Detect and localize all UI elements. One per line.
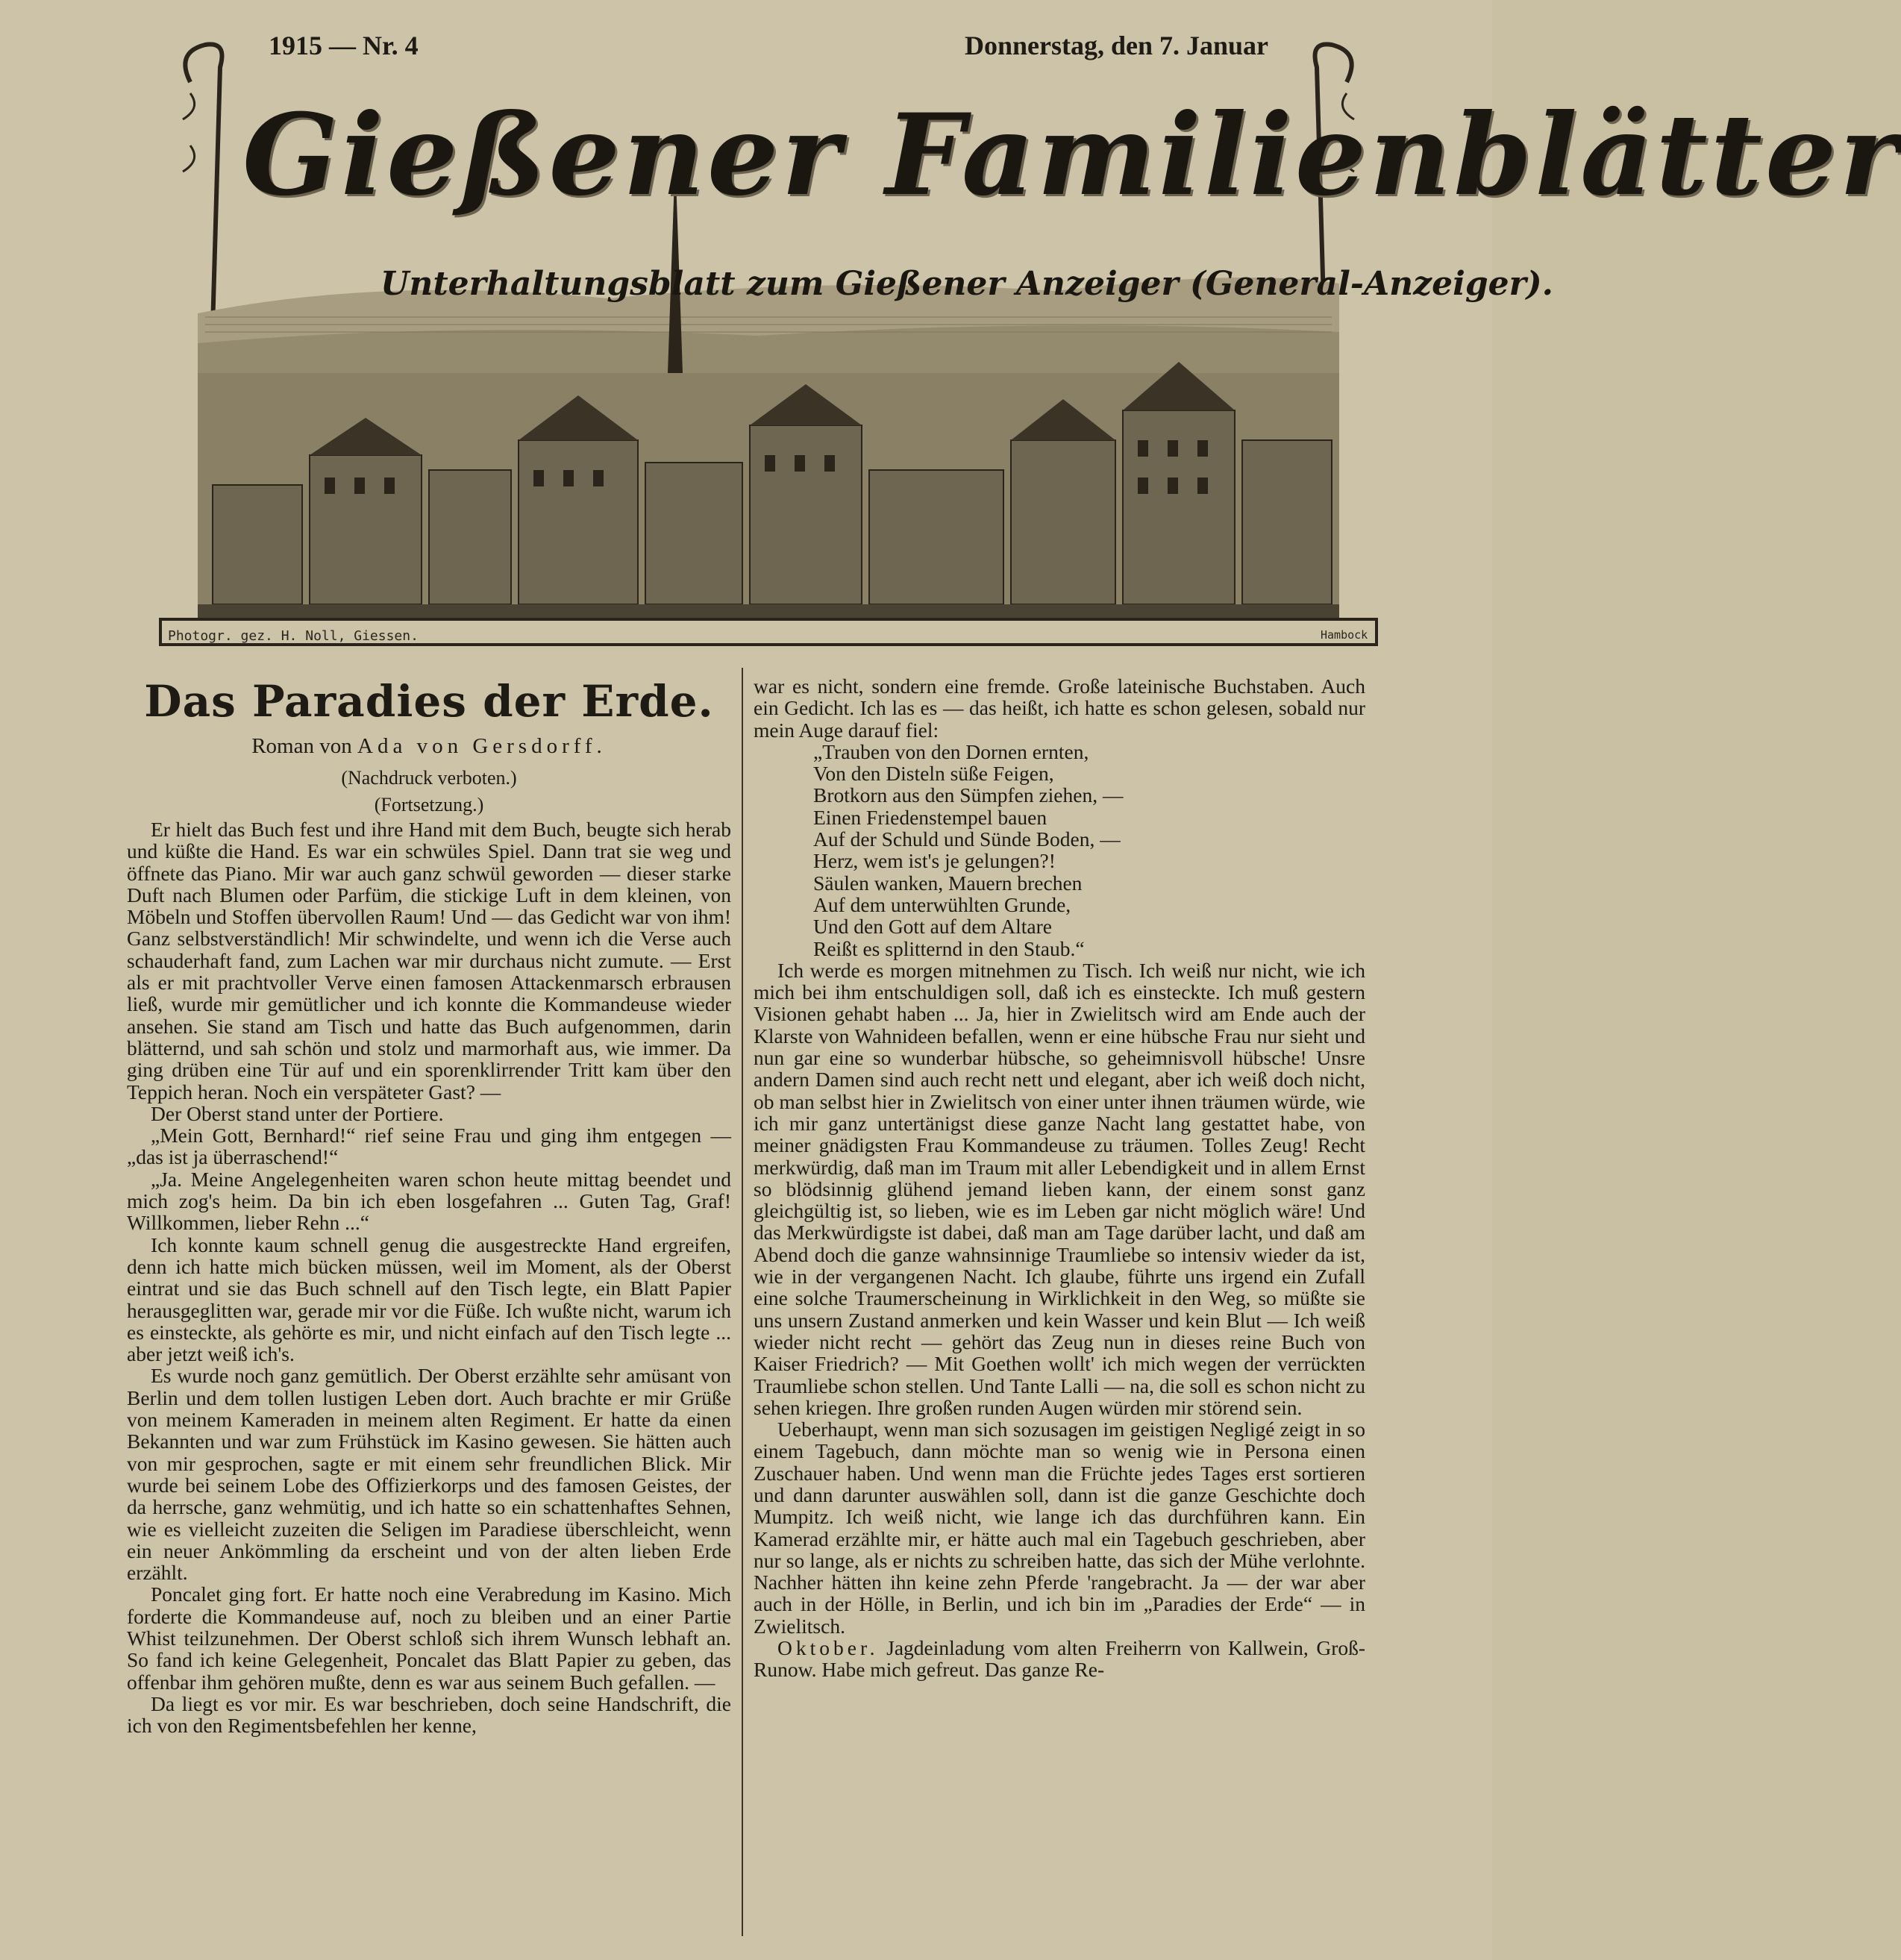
paragraph [754, 1637, 1365, 1681]
reprint-note: (Nachdruck verboten.) [341, 767, 517, 789]
diary-entry-text: Jagdeinladung vom alten Freiherrn von Kallwein, Groß-Runow. Habe mich gefreut. Das ganze Re- [754, 1636, 1366, 1682]
article-byline [127, 733, 731, 759]
paragraph: Poncalet ging fort. Er hatte noch eine Verabredung im Kasino. Mich forderte die Kommandeuse auf, noch zu bleiben und an einer Partie Whist teilzunehmen. Der Oberst schloß sich ihrem Wunsch lebhaft an. So fand ich keine Gelegenheit, Poncalet das Blatt Papier zu geben, das offenbar ihm gehören mußte, denn es war aus seinem Buch gefallen. — [127, 1582, 731, 1694]
paragraph: Ich werde es morgen mitnehmen zu Tisch. Ich weiß nur nicht, wie ich mich bei ihm entschuldigen soll, daß ich es einsteckte. Ich muß gestern Visionen gehabt haben ... Ja, hier in Zwielitsch wird am Ende auch der Klarste von Wahnideen befallen, wenn er eine hübsche Frau nur sieht und nun gar eine so wunderbar hübsche, so geheimnisvoll hübsche! Unsre andern Damen sind auch recht nett und elegant, aber ich weiß doch nicht, ob man selbst hier in Zwielitsch von einer unter ihnen träumen würde, wie ich mir ganz untertänigst diese ganze Nacht lang gestattet habe, von meiner gnädigsten Frau Kommandeuse zu träumen. Tolles Zeug! Recht merkwürdig, daß man im Traum mit aller Lebendigkeit und in allem Ernst so blödsinnig glühend jemand lieben kann, der einem sonst ganz gleichgültig ist, so lieben, wie es im Leben gar nicht möglich wäre! Und das Merkwürdigste ist dabei, daß man am Tage darüber lacht, und daß am Abend doch die ganze wahnsinnige Traumliebe so intensiv wieder da ist, wie in der vergangenen Nacht. Ich glaube, führte uns irgend ein Zufall eine solche Traumerscheinung in Wirklichkeit in den Weg, so müßte sie uns unsern Zustand anmerken und kein Wasser und kein Blut — Ich weiß wieder nicht recht — gehört das Zeug nun in dieses reine Buch von Kaiser Friedrich? — Mit Goethen wollt' ich mich wegen der verrückten Traumliebe schon stellen. Und Tante Lalli — na, die soll es schon nicht zu sehen kriegen. Ihre großen runden Augen würden mir störend sein. [754, 958, 1365, 1419]
poem-line: Einen Friedenstempel bauen [813, 805, 1047, 829]
masthead-subtitle: Unterhaltungsblatt zum Gießener Anzeiger (General-Anzeiger). [380, 265, 1553, 303]
right-column [754, 675, 1365, 1681]
poem-line: Säulen wanken, Mauern brechen [813, 871, 1083, 895]
poem-line: Reißt es splitternd in den Staub.“ [813, 936, 1085, 960]
article-title: Das Paradies der Erde. [144, 676, 714, 727]
author-name: Ada von Gersdorff. [357, 734, 607, 758]
masthead-title: Gießener Familienblätter [242, 90, 1901, 221]
poem-line: Von den Disteln süße Feigen, [813, 762, 1054, 786]
paragraph: Der Oberst stand unter der Portiere. [151, 1101, 444, 1125]
poem [813, 741, 1365, 959]
issue-date: Donnerstag, den 7. Januar [964, 31, 1268, 60]
poem-line: „Trauben von den Dornen ernten, [813, 739, 1089, 763]
poem-line: Und den Gott auf dem Altare [813, 915, 1052, 939]
byline-prefix: Roman von [251, 734, 352, 758]
paragraph: Er hielt das Buch fest und ihre Hand mit dem Buch, beugte sich herab und küßte die Hand. Es war ein schwüles Spiel. Dann trat sie weg und öffnete das Piano. Mir war auch ganz schwül geworden — dieser starke Duft nach Blumen oder Parfüm, die stickige Luft in dem kleinen, von Möbeln und Stoffen übervollen Raum! Und — das Gedicht war von ihm! Ganz selbstverständlich! Mir schwindelte, und wenn ich die Verse auch schauderhaft fand, zum Lachen war mir durchaus nicht zumute. — Erst als er mit prachtvoller Verve einen famosen Attackenmarsch erbrausen ließ, wurde mir gemütlicher und ich konnte die Kommandeuse wieder ansehen. Sie stand am Tisch und hatte das Buch aufgenommen, darin blätternd, und sah schön und stolz und marmorhaft aus, wie immer. Da ging drüben eine Tür auf und ein sporenklirrender Tritt kam über den Teppich heran. Noch ein verspäteter Gast? — [127, 818, 731, 1103]
poem-line: Auf der Schuld und Sünde Boden, — [813, 827, 1121, 851]
photo-credit: Photogr. gez. H. Noll, Giessen. [168, 628, 419, 644]
masthead [160, 22, 1901, 649]
paragraph: „Ja. Meine Angelegenheiten waren schon heute mittag beendet und mich zog's heim. Da bin ich eben losgefahren ... Guten Tag, Graf! Willkommen, lieber Rehn ...“ [127, 1167, 731, 1235]
paragraph: Da liegt es vor mir. Es war beschrieben, doch seine Handschrift, die ich von den Regimentsbefehlen her kenne, [127, 1691, 731, 1738]
paragraph: Ueberhaupt, wenn man sich sozusagen im geistigen Negligé zeigt in so einem Tagebuch, dann möchte man so wenig wie in Persona einen Zuschauer haben. Und wenn man die Früchte jedes Tages erst sortieren und dann darunter auswählen soll, dann ist die ganze Geschichte doch Mumpitz. Ich weiß nicht, wie lange ich das durchführen kann. Ein Kamerad erzählte mir, er hätte auch mal ein Tagebuch geschrieben, aber nur so lange, als er nichts zu schreiben hatte, das sich der Mühe verlohnte. Nachher hätten ihn keine zehn Pferde 'rangebracht. Ja — der war aber auch in der Hölle, in Berlin, und ich bin im „Paradies der Erde“ — in Zwielitsch. [754, 1418, 1365, 1638]
poem-line: Herz, wem ist's je gelungen?! [813, 849, 1056, 873]
poem-line: Brotkorn aus den Sümpfen ziehen, — [813, 783, 1124, 807]
artist-credit: Hambock [1321, 628, 1368, 642]
continuation-note: (Fortsetzung.) [374, 794, 484, 815]
column-divider [742, 668, 743, 1936]
issue-number: 1915 — Nr. 4 [269, 31, 419, 60]
paragraph: Ich konnte kaum schnell genug die ausgestreckte Hand ergreifen, denn ich hatte mich bücken müssen, weil im Moment, als der Oberst eintrat und sie das Buch schnell auf den Tisch legte, ein Blatt Papier herausgeglitten war, gerade mir vor die Füße. Ich wußte nicht, warum ich es einsteckte, als gehörte es mir, und nicht einfach auf den Tisch legte ... aber jetzt weiß ich's. [127, 1233, 731, 1366]
paragraph: war es nicht, sondern eine fremde. Große lateinische Buchstaben. Auch ein Gedicht. Ich las es — das heißt, ich hatte es schon gelesen, sobald nur mein Auge darauf fiel: [754, 674, 1365, 742]
poem-line: Auf dem unterwühlten Grunde, [813, 892, 1071, 916]
paragraph: „Mein Gott, Bernhard!“ rief seine Frau und ging ihm entgegen — „das ist ja überraschend!“ [127, 1124, 731, 1169]
diary-date-label: Oktober. [777, 1636, 879, 1660]
left-column [127, 668, 731, 1736]
paragraph: Es wurde noch ganz gemütlich. Der Oberst erzählte sehr amüsant von Berlin und dem tollen lustigen Leben dort. Auch brachte er mir Grüße von meinem Kameraden in meinem alten Regiment. Er hatte da einen Bekannten und war zum Frühstück im Kasino gewesen. Sie hätten auch von mir gesprochen, sagte er mit einem sehr freundlichen Blick. Mir wurde bei seinem Lobe des Offizierkorps und des famosen Geistes, der da herrsche, ganz wehmütig, und ich hatte so ein schattenhaftes Sehnen, wie es vielleicht zuzeiten die Seligen im Paradiese überschleicht, wenn ein neuer Ankömmling da erscheint und von der alten lieben Erde erzählt. [127, 1364, 731, 1585]
